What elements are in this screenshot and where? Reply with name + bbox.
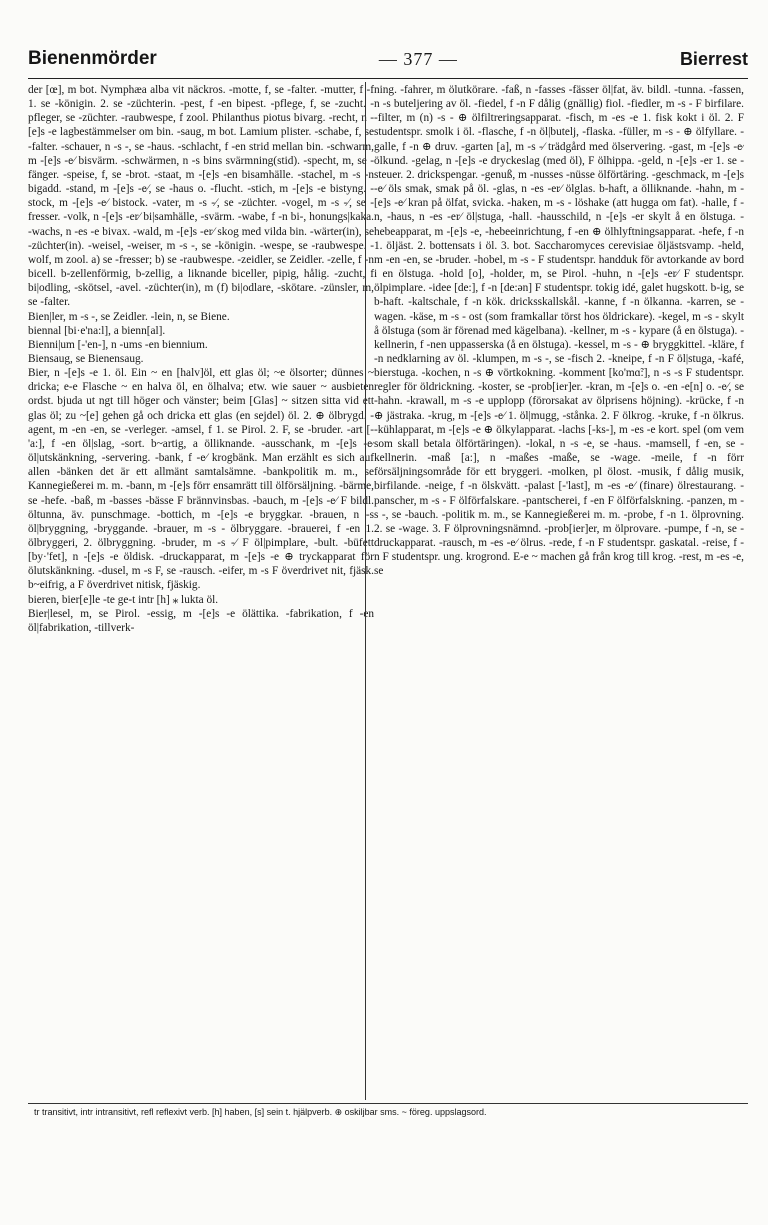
header-rule — [28, 78, 748, 79]
column-divider — [365, 82, 366, 1100]
entry-paragraph: Bier|lesel, m, se Pirol. -essig, m -[e]s -e ölättika. -fabrikation, f -en öl|fabrikation, -tillverk- — [28, 607, 374, 634]
entry-paragraph: bieren, bier[e]le -te ge-t intr [h] ⁎ lukta öl. — [28, 593, 219, 606]
entry-paragraph: biennal [bi·e'na:l], a bienn[al]. — [28, 324, 166, 337]
entry-paragraph: Bier, n -[e]s -e 1. öl. Ein ~ en [halv]öl, ett glas öl; ~e ölsorter; dünnes ~ dricka; e-e Flasche ~ en halva öl, en ölhalva; etw. wie sauer ~ ausbieten ordst. bjuda ut ngt till höger och vänster; beim [Glas] ~ sitzen sitta vid ett glas öl; zu ~[e] gehen gå och dricka ett glas (en sejdel) öl. 2. ⊕ ölbrygd. -agent, m -en -en, se -verleger. -amsel, f 1. se Pirol. 2. F, se -bruder. -art [-'a:], f -en öl|slag, -sort. b~artig, a ölliknande. -ausschank, m -[e]s -e⁄ öl|utskänkning, -servering. -bank, f -e⁄ krogbänk. Man erzählt es sich auf allen -bänken det är ett allmänt samtalsämne. -bankpolitik m. m., se Kannegießerei m. m. -bann, m -[e]s förr ensamrätt till ölförsäljning. -bärme, se -hefe. -baß, m -basses -bässe F brännvinsbas. -bauch, m -[e]s -e⁄ F bildl. öltunna, äv. punschmage. -bottich, m -[e]s -e bryggkar. -brauen, n -s öl|bryggning, -bryggande. -brauer, m -s - ölbryggare. -brauerei, f -en 1. ölbryggeri, 2. ölbryggning. -bruder, m -s -⁄ F öl|pimplare, -bult. -büfett [by·'fet], n -[e]s -e öldisk. -druckapparat, m -[e]s -e ⊕ tryckapparat för ölutskänkning. -dusel, m -s F, se -rausch. -eifer, m -s F överdrivet nit, fjäsk. b~eifrig, a F överdrivet nitisk, fjäskig. — [28, 367, 374, 592]
footer-rule — [28, 1103, 748, 1104]
entry-paragraph: Bienni|um [-'en-], n -ums -en biennium. — [28, 338, 208, 351]
entry-paragraph: Biensaug, se Bienensaug. — [28, 352, 144, 365]
entry-paragraph: Bien|ler, m -s -, se Zeidler. -lein, n, se Biene. — [28, 310, 230, 323]
page-header — [28, 44, 748, 74]
left-column — [28, 83, 374, 1101]
right-column — [374, 83, 744, 1101]
abbreviation-footer: tr transitivt, intr intransitivt, refl reflexivt verb. [h] haben, [s] sein t. hjälpverb. ⊕ oskiljbar sms. ~ föreg. uppslagsord. — [34, 1107, 487, 1117]
right-guideword: Bierrest — [679, 48, 748, 69]
page-number: — 377 — — [378, 48, 458, 69]
entry-paragraph: ning. -fahrer, m ölutkörare. -faß, n -fasses -fässer öl|fat, äv. bildl. -tunna. -fassen, n -s buteljering av öl. -fiedel, f -n F dålig (gnällig) fiol. -fiedler, m -s - F birfilare. -filter, m (n) -s - ⊕ ölfiltreringsapparat. -fisch, m -es -e 1. fisk kokt i öl. 2. F studentspr. smolk i öl. -flasche, f -n öl|butelj, -flaska. -füller, m -s - ⊕ ölfyllare. -galle, f -n ⊕ druv. -garten [a], m -s -⁄ trädgård med ölservering. -gast, m -[e]s -e⁄ ölkund. -gelag, n -[e]s -e dryckeslag (med öl), F ölhippa. -geld, n -[e]s -er 1. se -steuer. 2. drickspengar. -genuß, m -nusses -nüsse ölförtäring. -geschmack, m -[e]s -e⁄ öls smak, smak på öl. -glas, n -es -er⁄ ölglas. b-haft, a ölliknande. -hahn, m -[e]s -e⁄ kran på ölfat, svicka. -haken, m -s - löshake (att hugga om fat). -halle, f -n, -haus, n -es -er⁄ öl|stuga, -hall. -hausschild, n -[e]s -er skylt å en ölstuga. -hebeapparat, m -[e]s -e, -hebeeinrichtung, f -en ⊕ ölhlyftningsapparat. -hefe, f -n 1. öljäst. 2. bottensats i öl. 3. bot. Saccharomyces cerevisiae öljästsvamp. -held, m -en -en, se -bruder. -hobel, m -s - F studentspr. handduk för avtorkande av bord i en ölstuga. -hold [o], -holder, m, se Pirol. -huhn, n -[e]s -er⁄ F studentspr. ölpimplare. -idee [de:], f -n [de:ən] F studentspr. tokig idé, galet hugskott. b-ig, se b-haft. -kaltschale, f -n kök. dricksskallskål. -kanne, f -n ölkanna. -karren, se -wagen. -käse, m -s - ost (som framkallar törst hos öldrickare). -kegel, m -s - skylt å ölstuga (som är förenad med kägelbana). -kellner, m -s - kypare (å en ölstuga). -kellnerin, f -nen uppasserska (å en ölstuga). -kessel, m -s - ⊕ bryggkittel. -kläre, f -n nedklarning av öl. -klumpen, m -s -, se -fisch 2. -kneipe, f -n F öl|stuga, -kafé, bierstuga. -kochen, n -s ⊕ vörtkokning. -komment [ko'mɑ̃:], n -s -s F studentspr. regler för öldrickning. -koster, se -prob[ier]er. -kran, m -[e]s o. -en -e[n] o. -e⁄, se -hahn. -krawall, m -s -e upplopp (förorsakat av ölprisens höjning). -krücke, f -n ⊕ jästraka. -krug, m -[e]s -e⁄ 1. öl|mugg, -stånka. 2. F ölkrog. -kruke, f -n ölkrus. -kühlapparat, m -[e]s -e ⊕ ölkylapparat. -lachs [-ks-], m -es -e kort. spel (om vem som skall betala ölförtäringen). -lokal, n -s -e, se -haus. -mamsell, f -en, se -kellnerin. -maß [a:], n -maßes -maße, se -wage. -meile, f -n förr försäljningsområde för ett bryggeri. -molken, pl ölost. -musik, f dålig musik, birfilande. -neige, f -n ölskvätt. -palast [-'last], m -es -e⁄ (finare) ölrestaurang. -panscher, m -s - F ölförfalskare. -pantscherei, f -en F ölförfalskning. -panzen, m -s -, se -bauch. -politik m. m., se Kannegießerei m. m. -probe, f -n 1. ölprovning. 2. se -wage. 3. F ölprovningsnämnd. -prob[ier]er, m ölprovare. -pumpe, f -n, se -druckapparat. -rausch, m -es -e⁄ ölrus. -rede, f -n F studentspr. gaskatal. -reise, f -n F studentspr. ung. krogrond. E-e ~ machen gå från krog till krog. -rest, m -es -e, se — [374, 84, 744, 578]
left-guideword: Bienenmörder — [28, 48, 157, 69]
entry-paragraph: der [œ], m bot. Nymphæa alba vit näckros. -motte, f, se -falter. -mutter, f -f 1. se -königin. 2. se -züchterin. -pest, f -en bipest. -pflege, f, se -zucht. -pfleger, se -züchter. -raubwespe, f zool. Philanthus piotus bivarg. -recht, n -[e]s -e lagbestämmelser om bin. -saug, m bot. Lamium plister. -schabe, f, se -falter. -schauer, n -s -, se -haus. -schlacht, f -en strid mellan bin. -schwarm, m -[e]s -e⁄ bisvärm. -schwärmen, n -s bins svärmning(stid). -specht, m, se -fänger. -speise, f, se -brot. -staat, m -[e]s -en bisamhälle. -stachel, m -s -n bigadd. -stand, m -[e]s -e⁄, se -haus o. -flucht. -stich, m -[e]s -e bistyng. -stock, m -[e]s -e⁄ bistock. -vater, m -s -⁄, se -züchter. -vogel, m -s -⁄, se -fresser. -volk, n -[e]s -er⁄ bi|samhälle, -svärm. -wabe, f -n bi-, honungs|kaka. -wachs, n -es -e bivax. -wald, m -[e]s -er⁄ skog med vilda bin. -wärter(in), se -züchter(in). -weisel, -weiser, m -s -, se -königin. -wespe, se -raubwespe. -wolf, m zool. a) se -fresser; b) se -raubwespe. -zeidler, se Zeidler. -zelle, f -n bicell. b-zellenförmig, b-zellig, a liknande biceller, pipig, hålig. -zucht, f bi|odling, -skötsel, -avel. -züchter(in), m (f) bi|odlare, -skötare. -zünsler, m, se -falter. — [28, 84, 374, 309]
